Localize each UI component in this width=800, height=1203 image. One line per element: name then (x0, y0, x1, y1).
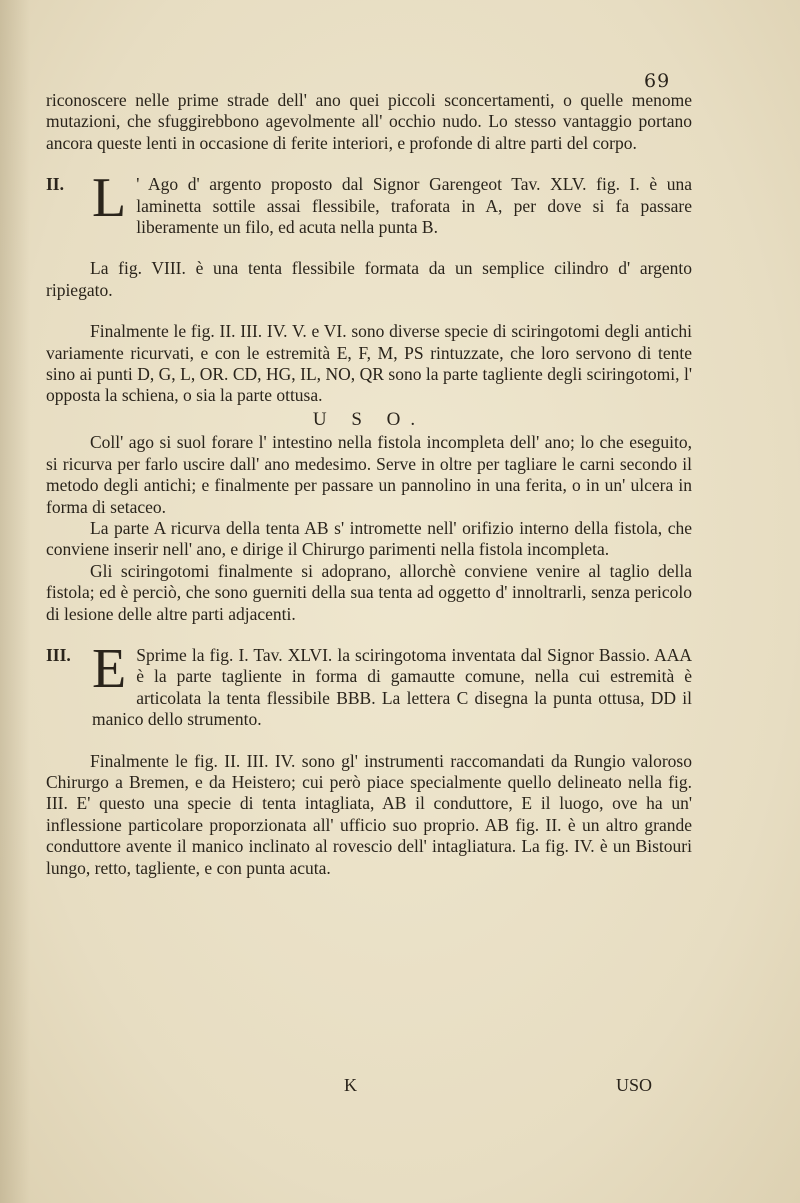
page-text (46, 90, 692, 879)
paragraph-final: Finalmente le fig. II. III. IV. sono gl' instrumenti raccomandati da Rungio valoroso Chirurgo a Bremen, e da Heistero; cui però piace specialmente quello delineato nella fig. III. E' questo una specie di tenta intagliata, AB il conduttore, E il luogo, ove ha un' inflessione particolare proporzionata all' ufficio suo proprio. AB fig. II. è un altro grande conduttore avente il manico inclinato al rovescio dell' intagliatura. La fig. IV. è un Bistouri lungo, retto, tagliente, e con punta acuta. (46, 750, 692, 878)
signature-mark: K (344, 1075, 357, 1095)
intro-paragraph: riconoscere nelle prime strade dell' ano quei piccoli sconcertamenti, o quelle menome mutazioni, che sfuggirebbono agevolmente all' occhio nudo. Lo stesso vantaggio portano ancora queste lenti in occasione di ferite interiori, e profonde di altre parti del corpo. (46, 90, 692, 153)
page-footer (0, 1075, 800, 1105)
section-2-number: II. (46, 174, 64, 195)
section-3 (46, 637, 692, 731)
paragraph-fig-viii: La fig. VIII. è una tenta flessibile formata da un semplice cilindro d' argento ripiegato. (46, 258, 692, 300)
section-2-dropcap: L (92, 167, 127, 230)
catchword: USO (616, 1075, 653, 1095)
section-3-number: III. (46, 644, 71, 665)
section-2-text: ' Ago d' argento proposto dal Signor Garengeot Tav. XLV. fig. I. è una laminetta sottile assai flessibile, traforata in A, per dove si fa passare liberamente un filo, ed acuta nella punta B. (136, 174, 692, 238)
uso-heading: U S O. (312, 408, 426, 430)
page-number: 69 (644, 70, 671, 92)
section-3-text: Sprime la fig. I. Tav. XLVI. la sciringotoma inventata dal Signor Bassio. AAA è la parte tagliente in forma di gamautte comune, nella cui estremità è articolata la tenta flessibile BBB. La lettera C disegna la punta ottusa, DD il manico dello strumento. (92, 644, 692, 730)
uso-paragraph-2: La parte A ricurva della tenta AB s' intromette nell' orifizio interno della fistola, che conviene inserir nell' ano, e dirige il Chirurgo parimenti nella fistola incompleta. (46, 517, 692, 560)
uso-paragraph-3: Gli sciringotomi finalmente si adoprano, allorchè conviene venire al taglio della fistola; ed è perciò, che sono guerniti della sua tenta ad oggetto d' innoltrarli, senza pericolo di lesione delle altre parti adjacenti. (46, 560, 692, 624)
section-3-dropcap: E (92, 637, 127, 700)
uso-paragraph-1: Coll' ago si suol forare l' intestino nella fistola incompleta dell' ano; lo che eseguito, si ricurva per farlo uscire dall' ano medesimo. Serve in oltre per tagliare le carni secondo il metodo degli antichi; e finalmente per passare un pannolino in una ferita, o in un' ulcera in forma di setaceo. (46, 432, 692, 517)
paragraph-sciringotomi: Finalmente le fig. II. III. IV. V. e VI. sono diverse specie di sciringotomi degli antichi variamente ricurvati, e con le estremità E, F, M, PS rintuzzate, che loro servono di tente sino ai punti D, G, L, OR. CD, HG, IL, NO, QR sono la parte tagliente degli sciringotomi, l' opposta la schiena, o sia la parte ottusa. (46, 321, 692, 406)
section-2 (46, 167, 692, 238)
page-edge-shadow (0, 0, 30, 1203)
